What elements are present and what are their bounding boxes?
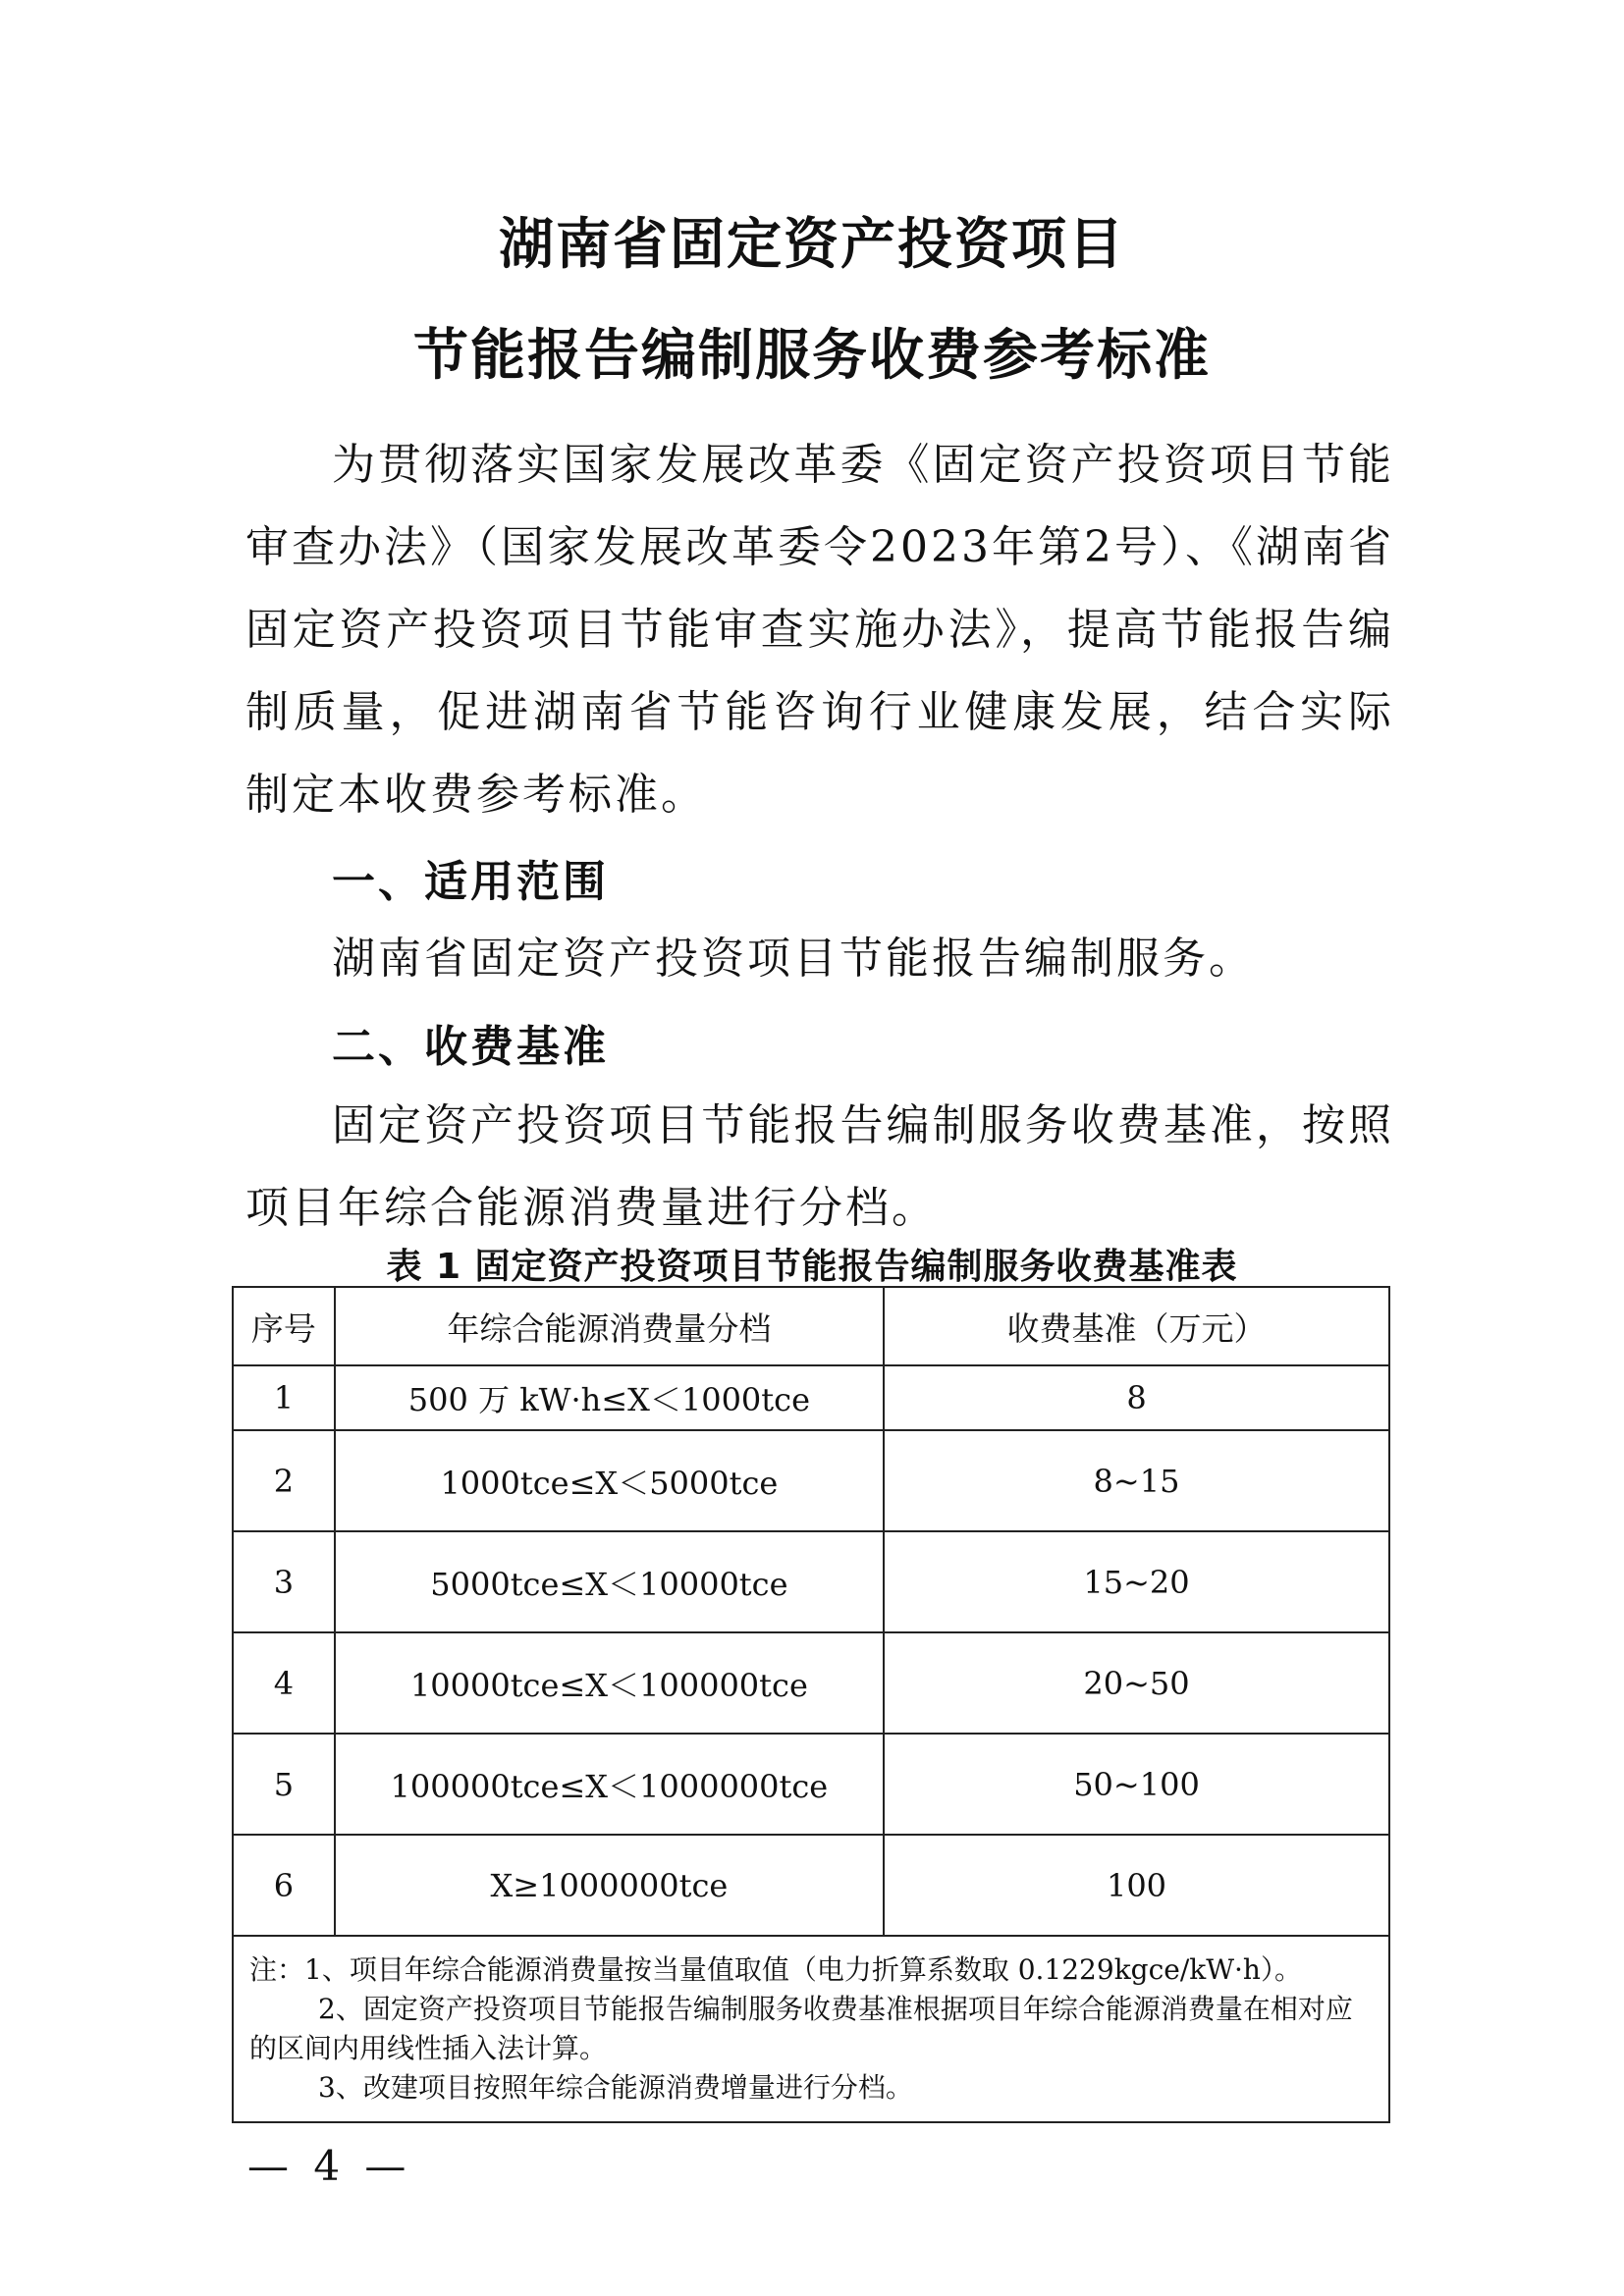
cell-fee: 20~50 <box>884 1632 1389 1734</box>
note-2: 2、固定资产投资项目节能报告编制服务收费基准根据项目年综合能源消费量在相对应的区间内用线性插入法计算。 <box>249 1993 1353 2064</box>
table-row <box>233 1365 1389 1430</box>
table-row <box>233 1835 1389 1936</box>
intro-paragraph: 为贯彻落实国家发展改革委《固定资产投资项目节能审查办法》（国家发展改革委令2023年第2号）、《湖南省固定资产投资项目节能审查实施办法》，提高节能报告编制质量，促进湖南省节能咨询行业健康发展，结合实际制定本收费参考标准。 <box>245 440 1394 820</box>
document-title-line-1: 湖南省固定资产投资项目 <box>499 213 1125 277</box>
header-index: 序号 <box>233 1287 335 1365</box>
header-energy-tier: 年综合能源消费量分档 <box>335 1287 884 1365</box>
cell-fee: 15~20 <box>884 1531 1389 1632</box>
table-caption: 表 1 固定资产投资项目节能报告编制服务收费基准表 <box>386 1247 1238 1287</box>
cell-fee: 8 <box>884 1365 1389 1430</box>
header-fee: 收费基准（万元） <box>884 1287 1389 1365</box>
section-text-fee-basis: 固定资产投资项目节能报告编制服务收费基准，按照项目年综合能源消费量进行分档。 <box>245 1100 1394 1233</box>
table-row <box>233 1632 1389 1734</box>
table-header-row <box>233 1287 1389 1365</box>
table-row <box>233 1531 1389 1632</box>
cell-fee: 100 <box>884 1835 1389 1936</box>
section-heading-scope: 一、适用范围 <box>332 857 609 907</box>
cell-energy-tier: 100000tce≤X＜1000000tce <box>335 1734 884 1835</box>
cell-index: 5 <box>233 1734 335 1835</box>
cell-fee: 50~100 <box>884 1734 1389 1835</box>
table-notes <box>233 1936 1389 2122</box>
cell-energy-tier: 1000tce≤X＜5000tce <box>335 1430 884 1531</box>
table-row <box>233 1430 1389 1531</box>
document-title-line-2: 节能报告编制服务收费参考标准 <box>413 324 1211 388</box>
cell-index: 1 <box>233 1365 335 1430</box>
cell-index: 6 <box>233 1835 335 1936</box>
cell-energy-tier: 5000tce≤X＜10000tce <box>335 1531 884 1632</box>
cell-index: 2 <box>233 1430 335 1531</box>
cell-energy-tier: X≥1000000tce <box>335 1835 884 1936</box>
table-notes-row <box>233 1936 1389 2122</box>
cell-index: 4 <box>233 1632 335 1734</box>
cell-energy-tier: 10000tce≤X＜100000tce <box>335 1632 884 1734</box>
cell-index: 3 <box>233 1531 335 1632</box>
section-text-scope: 湖南省固定资产投资项目节能报告编制服务。 <box>332 934 1255 984</box>
note-1: 注：1、项目年综合能源消费量按当量值取值（电力折算系数取 0.1229kgce/kW·h）。 <box>249 1953 1302 1986</box>
table-row <box>233 1734 1389 1835</box>
cell-energy-tier: 500 万 kW·h≤X＜1000tce <box>335 1365 884 1430</box>
section-heading-fee-basis: 二、收费基准 <box>332 1022 609 1072</box>
fee-table <box>232 1286 1390 2123</box>
note-3: 3、改建项目按照年综合能源消费增量进行分档。 <box>318 2071 913 2104</box>
page-number: — 4 — <box>247 2142 412 2190</box>
cell-fee: 8~15 <box>884 1430 1389 1531</box>
